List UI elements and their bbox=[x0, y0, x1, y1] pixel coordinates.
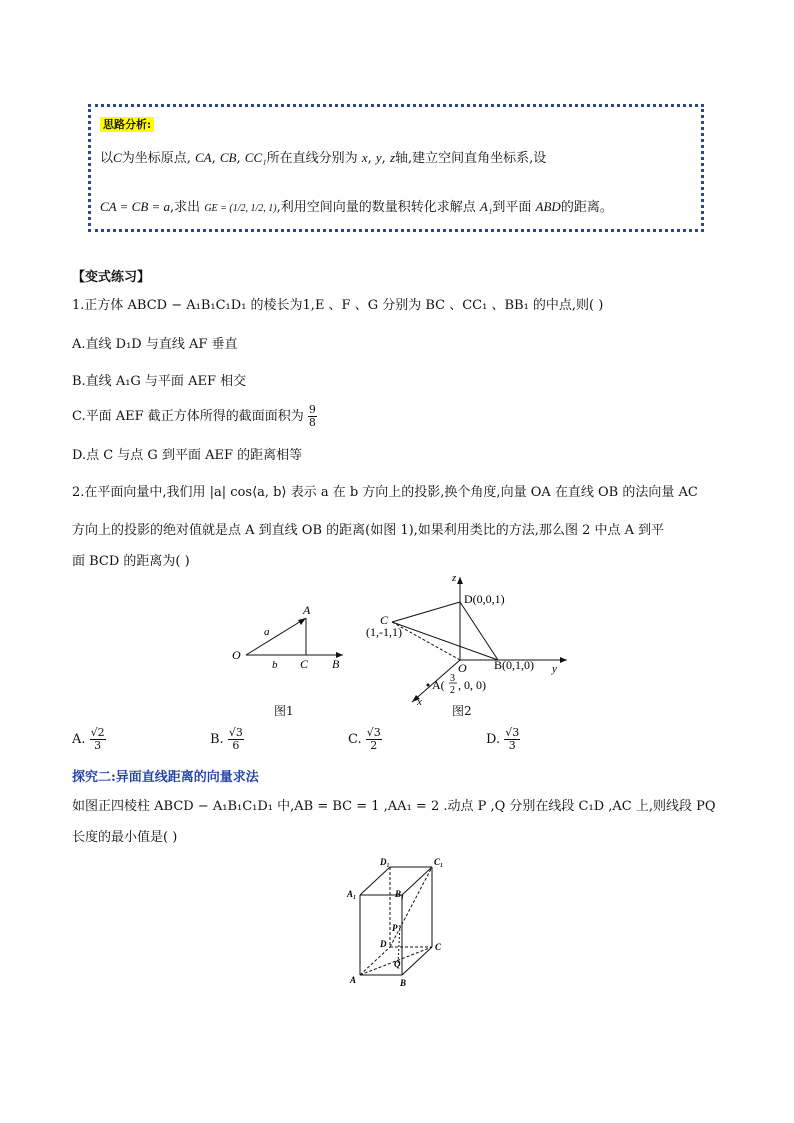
q1-option-b: B.直线 A₁G 与平面 AEF 相交 bbox=[72, 374, 247, 389]
figure-1 bbox=[228, 600, 353, 675]
q1-c-fraction: $\frac{9}{8}$ bbox=[308, 403, 316, 429]
analysis-label: 思路分析: bbox=[100, 116, 154, 132]
fig2-dc-line bbox=[392, 602, 460, 622]
q2-line-2: 方向上的投影的绝对值就是点 A 到直线 OB 的距离(如图 1),如果利用类比的方法,那么图 2 中点 A 到平 bbox=[72, 523, 665, 538]
fig1-label-b: B bbox=[332, 657, 340, 671]
q1-stem: 1.正方体 ABCD − A₁B₁C₁D₁ 的棱长为1,E 、F 、G 分别为 BC 、CC₁ 、BB₁ 的中点,则( ) bbox=[72, 298, 604, 313]
fig2-label-a-num: 3 bbox=[450, 673, 455, 684]
analysis-line-2: CA = CB = a,求出 GE = (1/2, 1/2, 1),利用空间向量的数量积转化求解点 A₁到平面 ABD的距离。 bbox=[100, 199, 613, 215]
q1-option-a: A.直线 D₁D 与直线 AF 垂直 bbox=[72, 337, 238, 352]
prism-label-b1: B₁ bbox=[395, 889, 405, 899]
prism-label-a1: A₁ bbox=[347, 889, 357, 899]
q2-option-d: D. $\frac{√3}{3}$ bbox=[486, 726, 520, 752]
fig2-label-d: D(0,0,1) bbox=[464, 592, 505, 606]
prism-label-a: A bbox=[350, 975, 357, 985]
fig1-oa-line bbox=[246, 618, 306, 655]
fig1-label-vec-b: b bbox=[272, 659, 278, 671]
analysis-line-1: 以C为坐标原点, CA, CB, CC₁所在直线分别为 x, y, z轴,建立空间直角坐标系,设 bbox=[100, 150, 547, 166]
q2-line-1: 2.在平面向量中,我们用 |a| cos⟨a, b⟩ 表示 a 在 b 方向上的投影,换个角度,向量 OA 在直线 OB 的法向量 AC bbox=[72, 485, 698, 500]
fig2-label-o: O bbox=[458, 661, 467, 675]
fig2-db-line bbox=[460, 602, 498, 660]
fig1-label-vec-a: a bbox=[264, 626, 270, 638]
prism-label-p: P bbox=[392, 923, 398, 933]
fig2-label-a: A( bbox=[432, 678, 445, 692]
prism-figure bbox=[340, 855, 460, 990]
q2-option-b: B. $\frac{√3}{6}$ bbox=[210, 726, 243, 752]
fig2-label-z: z bbox=[452, 572, 457, 584]
explore2-line-2: 长度的最小值是( ) bbox=[72, 830, 178, 845]
q2-line-3: 面 BCD 的距离为( ) bbox=[72, 554, 190, 569]
q1-option-d: D.点 C 与点 G 到平面 AEF 的距离相等 bbox=[72, 448, 303, 463]
fig2-caption: 图2 bbox=[452, 704, 472, 718]
fig2-label-y: y bbox=[552, 663, 557, 675]
q2-option-a: A. $\frac{√2}{3}$ bbox=[72, 726, 105, 752]
q1-option-c: C.平面 AEF 截正方体所得的截面面积为 $\frac{9}{8}$ bbox=[72, 403, 316, 429]
fig2-label-b: B(0,1,0) bbox=[494, 658, 534, 672]
fig2-label-c-coord: (1,-1,1) bbox=[366, 625, 402, 639]
prism-label-b: B bbox=[400, 978, 407, 988]
prism-label-q: Q bbox=[394, 959, 401, 969]
explore2-line-1: 如图正四棱柱 ABCD − A₁B₁C₁D₁ 中,AB = BC = 1 ,AA₁ = 2 .动点 P ,Q 分别在线段 C₁D ,AC 上,则线段 PQ bbox=[72, 799, 716, 814]
fig2-label-a-rest: , 0, 0) bbox=[458, 678, 486, 692]
prism-c1d-line bbox=[390, 867, 432, 947]
fig2-cb-line bbox=[392, 622, 498, 660]
fig1-a-arrow bbox=[298, 618, 306, 625]
fig1-label-a: A bbox=[303, 603, 311, 617]
fig2-label-a-den: 2 bbox=[450, 685, 455, 696]
prism-label-c: C bbox=[435, 942, 442, 952]
practice-header: 【变式练习】 bbox=[72, 270, 151, 285]
prism-label-d: D bbox=[380, 939, 387, 949]
explore2-title: 探究二:异面直线距离的向量求法 bbox=[72, 770, 259, 785]
prism-label-c1: C₁ bbox=[434, 857, 444, 867]
fig2-label-x: x bbox=[417, 696, 422, 707]
fig1-caption: 图1 bbox=[274, 704, 294, 718]
fig2-label-c: C bbox=[380, 613, 389, 627]
fig2-point-a bbox=[427, 684, 430, 687]
fig1-label-o: O bbox=[232, 648, 241, 662]
prism-label-d1: D₁ bbox=[380, 857, 390, 867]
fig2-co-line bbox=[392, 622, 460, 660]
q2-option-c: C. $\frac{√3}{2}$ bbox=[348, 726, 381, 752]
fig1-label-c: C bbox=[300, 657, 309, 671]
figure-2 bbox=[362, 572, 577, 707]
